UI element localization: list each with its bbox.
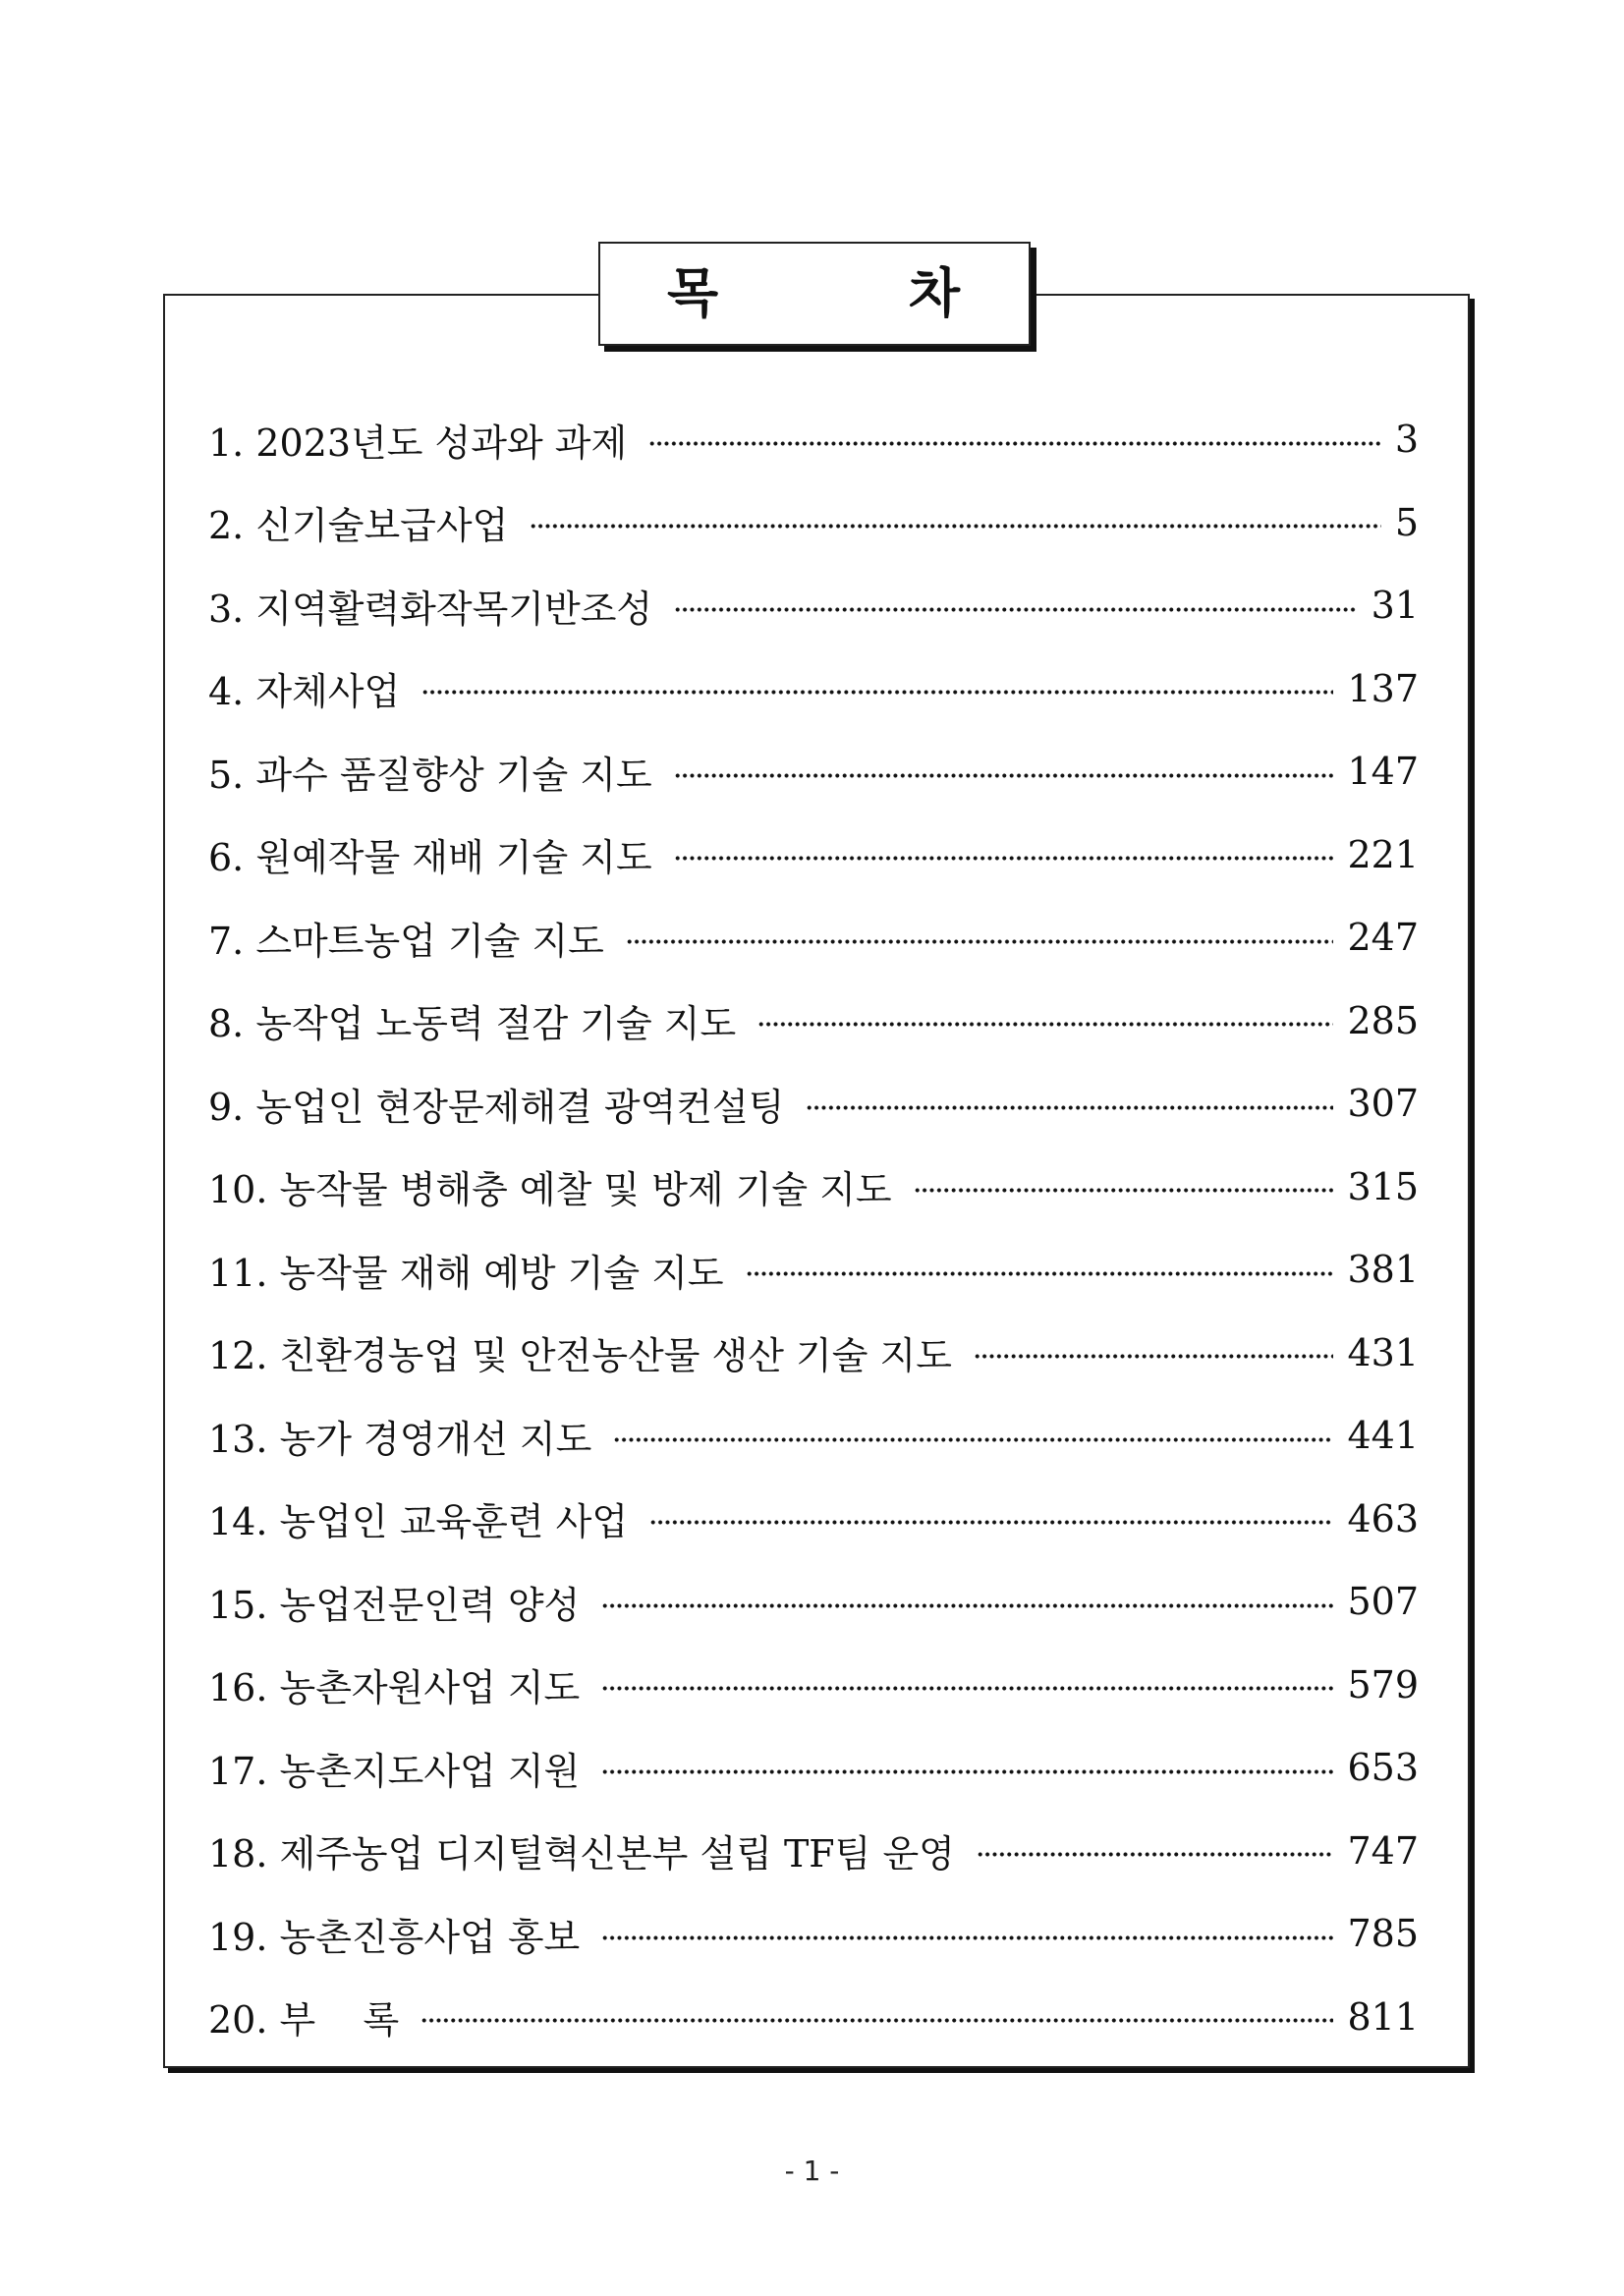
- toc-leader-dots: [421, 690, 1333, 695]
- toc-entry-page: 147: [1347, 750, 1419, 793]
- toc-entry-page: 507: [1347, 1580, 1419, 1623]
- toc-entry-page: 381: [1347, 1248, 1419, 1291]
- toc-entry[interactable]: [208, 1406, 1419, 1465]
- toc-entry[interactable]: [208, 991, 1419, 1050]
- toc-entry-label: 2. 신기술보급사업: [208, 504, 509, 547]
- toc-leader-dots: [757, 1022, 1333, 1027]
- toc-leader-dots: [977, 1852, 1334, 1857]
- toc-entry[interactable]: [208, 908, 1419, 967]
- toc-entry-page: 653: [1347, 1746, 1419, 1789]
- toc-entry[interactable]: [208, 1738, 1419, 1797]
- toc-entry[interactable]: [208, 1572, 1419, 1631]
- toc-leader-dots: [746, 1271, 1334, 1276]
- toc-title-char-2: 차: [908, 262, 960, 324]
- toc-list: [165, 296, 1468, 2066]
- toc-entry-label: 17. 농촌지도사업 지원: [208, 1749, 581, 1793]
- toc-frame: [163, 294, 1470, 2068]
- toc-entry-page: 579: [1347, 1662, 1419, 1707]
- toc-leader-dots: [914, 1188, 1334, 1193]
- toc-leader-dots: [613, 1437, 1333, 1442]
- toc-entry[interactable]: [208, 1988, 1419, 2046]
- toc-entry-page: 463: [1347, 1496, 1419, 1540]
- toc-leader-dots: [530, 524, 1381, 529]
- toc-entry-label: 6. 원예작물 재배 기술 지도: [208, 836, 652, 879]
- page-number: - 1 -: [784, 2155, 840, 2187]
- toc-entry-page: 431: [1347, 1330, 1419, 1374]
- toc-leader-dots: [601, 1935, 1333, 1940]
- toc-leader-dots: [806, 1105, 1333, 1110]
- toc-entry[interactable]: [208, 1157, 1419, 1216]
- toc-entry-page: 3: [1394, 418, 1419, 461]
- toc-entry-label: 3. 지역활력화작목기반조성: [208, 587, 653, 631]
- toc-entry-label: 9. 농업인 현장문제해결 광역컨설팅: [208, 1085, 785, 1129]
- toc-entry-page: 307: [1347, 1082, 1419, 1125]
- toc-entry-label: 11. 농작물 재해 예방 기술 지도: [208, 1251, 724, 1295]
- toc-title-char-1: 목: [667, 262, 719, 324]
- toc-entry[interactable]: [208, 576, 1419, 635]
- toc-entry-page: 137: [1347, 666, 1419, 710]
- toc-entry-label: 13. 농가 경영개선 지도: [208, 1417, 592, 1461]
- toc-entry-label: 14. 농업인 교육훈련 사업: [208, 1500, 629, 1543]
- toc-entry-page: 247: [1347, 916, 1419, 959]
- toc-entry[interactable]: [208, 1904, 1419, 1963]
- toc-entry-label: 7. 스마트농업 기술 지도: [208, 919, 604, 963]
- toc-entry[interactable]: [208, 1489, 1419, 1548]
- toc-entry-page: 31: [1371, 584, 1419, 627]
- toc-entry-page: 747: [1347, 1828, 1419, 1873]
- toc-entry-label: 19. 농촌진흥사업 홍보: [208, 1915, 581, 1959]
- toc-leader-dots: [626, 939, 1334, 944]
- toc-entry-page: 441: [1347, 1414, 1419, 1457]
- toc-entry-page: 811: [1347, 1994, 1419, 2039]
- toc-entry-label: 20. 부 록: [208, 1998, 400, 2042]
- toc-leader-dots: [601, 1603, 1333, 1608]
- toc-leader-dots: [601, 1769, 1333, 1774]
- toc-entry-label: 12. 친환경농업 및 안전농산물 생산 기술 지도: [208, 1334, 952, 1377]
- toc-entry[interactable]: [208, 493, 1419, 552]
- toc-entry[interactable]: [208, 659, 1419, 718]
- toc-entry-label: 18. 제주농업 디지털혁신본부 설립 TF팀 운영: [208, 1832, 955, 1876]
- toc-entry[interactable]: [208, 1655, 1419, 1714]
- toc-entry[interactable]: [208, 1323, 1419, 1382]
- toc-title: [598, 242, 1031, 346]
- toc-entry-page: 221: [1347, 832, 1419, 876]
- toc-entry-label: 1. 2023년도 성과와 과제: [208, 420, 628, 465]
- toc-leader-dots: [674, 856, 1334, 861]
- toc-entry[interactable]: [208, 825, 1419, 884]
- toc-leader-dots: [601, 1686, 1333, 1691]
- toc-leader-dots: [420, 2018, 1333, 2023]
- toc-entry-label: 4. 자체사업: [208, 670, 401, 713]
- toc-entry-label: 8. 농작업 노동력 절감 기술 지도: [208, 1002, 737, 1045]
- toc-entry-page: 5: [1394, 500, 1419, 544]
- toc-entry[interactable]: [208, 1821, 1419, 1880]
- toc-entry-label: 16. 농촌자원사업 지도: [208, 1666, 581, 1709]
- toc-entry[interactable]: [208, 1074, 1419, 1133]
- toc-leader-dots: [674, 773, 1334, 778]
- toc-leader-dots: [974, 1354, 1334, 1359]
- toc-leader-dots: [674, 607, 1358, 612]
- toc-entry[interactable]: [208, 1240, 1419, 1299]
- toc-entry-label: 10. 농작물 병해충 예찰 및 방제 기술 지도: [208, 1168, 892, 1211]
- toc-leader-dots: [648, 441, 1381, 446]
- toc-entry-page: 285: [1347, 998, 1419, 1042]
- toc-leader-dots: [649, 1520, 1333, 1525]
- toc-entry-label: 15. 농업전문인력 양성: [208, 1583, 581, 1627]
- toc-entry[interactable]: [208, 410, 1419, 469]
- toc-entry-label: 5. 과수 품질향상 기술 지도: [208, 753, 652, 797]
- toc-entry[interactable]: [208, 742, 1419, 801]
- toc-entry-page: 785: [1347, 1912, 1419, 1955]
- toc-entry-page: 315: [1347, 1164, 1419, 1208]
